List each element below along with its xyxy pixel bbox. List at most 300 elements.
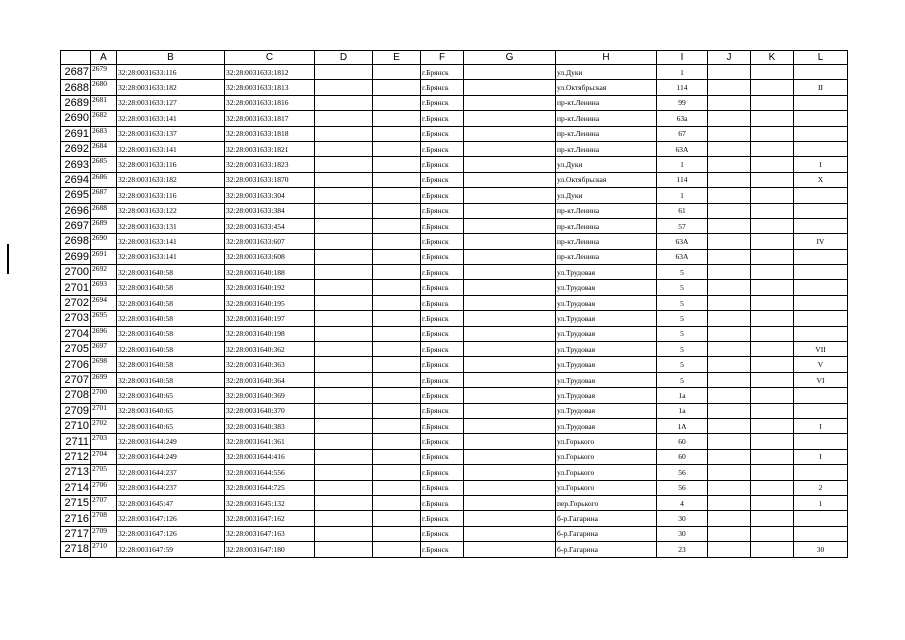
table-row bbox=[61, 141, 848, 156]
cell-l bbox=[794, 326, 848, 341]
cell-d bbox=[315, 326, 373, 341]
cell-g bbox=[464, 188, 556, 203]
cell-k bbox=[751, 342, 794, 357]
cell-l bbox=[794, 203, 848, 218]
cell-h: ул.Трудовая bbox=[556, 342, 657, 357]
table-body bbox=[61, 65, 848, 558]
cell-d bbox=[315, 218, 373, 233]
cell-b: 32:28:0031644:237 bbox=[117, 465, 225, 480]
cell-k bbox=[751, 388, 794, 403]
column-header-a: A bbox=[91, 51, 117, 65]
cell-e bbox=[373, 434, 421, 449]
cell-h: пр-кт.Ленина bbox=[556, 141, 657, 156]
table-row bbox=[61, 111, 848, 126]
cell-e bbox=[373, 203, 421, 218]
cell-b: 32:28:0031640:58 bbox=[117, 311, 225, 326]
cell-h: ул.Трудовая bbox=[556, 357, 657, 372]
cell-d bbox=[315, 418, 373, 433]
row-number: 2703 bbox=[61, 311, 91, 326]
cell-c: 32:28:0031640:383 bbox=[225, 418, 315, 433]
cell-e bbox=[373, 280, 421, 295]
cell-l bbox=[794, 465, 848, 480]
cell-a: 2708 bbox=[91, 511, 117, 526]
cell-d bbox=[315, 388, 373, 403]
cell-k bbox=[751, 372, 794, 387]
cell-j bbox=[708, 449, 751, 464]
cell-i: 5 bbox=[657, 342, 708, 357]
row-number: 2715 bbox=[61, 495, 91, 510]
cell-i: 63а bbox=[657, 111, 708, 126]
cell-g bbox=[464, 295, 556, 310]
cell-j bbox=[708, 141, 751, 156]
row-number: 2709 bbox=[61, 403, 91, 418]
cell-k bbox=[751, 511, 794, 526]
cell-l bbox=[794, 111, 848, 126]
cell-i: 30 bbox=[657, 526, 708, 541]
cell-b: 32:28:0031633:141 bbox=[117, 141, 225, 156]
cell-f: г.Брянск bbox=[421, 203, 464, 218]
row-number: 2696 bbox=[61, 203, 91, 218]
cell-a: 2702 bbox=[91, 418, 117, 433]
column-header-h: H bbox=[556, 51, 657, 65]
cell-j bbox=[708, 418, 751, 433]
cell-h: ул.Трудовая bbox=[556, 418, 657, 433]
cell-k bbox=[751, 403, 794, 418]
row-number: 2702 bbox=[61, 295, 91, 310]
cell-h: пр-кт.Ленина bbox=[556, 249, 657, 264]
cell-d bbox=[315, 172, 373, 187]
row-number: 2693 bbox=[61, 157, 91, 172]
cell-c: 32:28:0031640:363 bbox=[225, 357, 315, 372]
cell-k bbox=[751, 326, 794, 341]
cell-l bbox=[794, 65, 848, 80]
table-row bbox=[61, 372, 848, 387]
cell-j bbox=[708, 126, 751, 141]
cell-i: 1 bbox=[657, 188, 708, 203]
cell-b: 32:28:0031640:65 bbox=[117, 388, 225, 403]
table-row bbox=[61, 511, 848, 526]
cell-k bbox=[751, 218, 794, 233]
table-row bbox=[61, 265, 848, 280]
cell-a: 2710 bbox=[91, 542, 117, 557]
cell-a: 2688 bbox=[91, 203, 117, 218]
cell-h: пр-кт.Ленина bbox=[556, 111, 657, 126]
cell-l bbox=[794, 295, 848, 310]
table-row bbox=[61, 234, 848, 249]
cell-j bbox=[708, 280, 751, 295]
row-number: 2714 bbox=[61, 480, 91, 495]
cell-j bbox=[708, 188, 751, 203]
cell-l bbox=[794, 249, 848, 264]
table-row bbox=[61, 434, 848, 449]
cell-g bbox=[464, 111, 556, 126]
row-number: 2701 bbox=[61, 280, 91, 295]
cell-l: I bbox=[794, 418, 848, 433]
cell-j bbox=[708, 157, 751, 172]
cell-f: г.Брянск bbox=[421, 465, 464, 480]
cell-a: 2691 bbox=[91, 249, 117, 264]
cell-g bbox=[464, 157, 556, 172]
cell-b: 32:28:0031633:116 bbox=[117, 157, 225, 172]
cell-j bbox=[708, 218, 751, 233]
cell-h: ул.Октябрьская bbox=[556, 80, 657, 95]
cell-h: ул.Дуки bbox=[556, 157, 657, 172]
table-row bbox=[61, 326, 848, 341]
cell-k bbox=[751, 95, 794, 110]
cell-h: ул.Трудовая bbox=[556, 280, 657, 295]
cell-b: 32:28:0031633:141 bbox=[117, 111, 225, 126]
row-number: 2705 bbox=[61, 342, 91, 357]
cell-l: I bbox=[794, 449, 848, 464]
table-row bbox=[61, 280, 848, 295]
cell-j bbox=[708, 265, 751, 280]
cell-i: 57 bbox=[657, 218, 708, 233]
cell-k bbox=[751, 495, 794, 510]
cell-c: 32:28:0031633:1813 bbox=[225, 80, 315, 95]
cell-h: пр-кт.Ленина bbox=[556, 126, 657, 141]
cell-l: 2 bbox=[794, 480, 848, 495]
cell-j bbox=[708, 111, 751, 126]
table-row bbox=[61, 465, 848, 480]
cell-j bbox=[708, 526, 751, 541]
cell-i: 1а bbox=[657, 388, 708, 403]
cell-d bbox=[315, 526, 373, 541]
corner-header bbox=[61, 51, 91, 65]
cell-g bbox=[464, 95, 556, 110]
cell-i: 30 bbox=[657, 511, 708, 526]
cell-h: ул.Трудовая bbox=[556, 295, 657, 310]
cell-h: ул.Горького bbox=[556, 434, 657, 449]
cell-b: 32:28:0031633:141 bbox=[117, 234, 225, 249]
cell-i: 1А bbox=[657, 418, 708, 433]
cell-g bbox=[464, 372, 556, 387]
cell-e bbox=[373, 234, 421, 249]
scan-margin-mark bbox=[7, 244, 9, 274]
cell-c: 32:28:0031633:1817 bbox=[225, 111, 315, 126]
cell-j bbox=[708, 249, 751, 264]
cell-h: б-р.Гагарина bbox=[556, 542, 657, 557]
cell-a: 2685 bbox=[91, 157, 117, 172]
row-number: 2711 bbox=[61, 434, 91, 449]
cell-c: 32:28:0031633:1823 bbox=[225, 157, 315, 172]
cell-f: г.Брянск bbox=[421, 141, 464, 156]
table-row bbox=[61, 542, 848, 557]
cell-d bbox=[315, 141, 373, 156]
cell-a: 2709 bbox=[91, 526, 117, 541]
cell-j bbox=[708, 434, 751, 449]
table-row bbox=[61, 357, 848, 372]
cell-b: 32:28:0031647:126 bbox=[117, 511, 225, 526]
cell-g bbox=[464, 388, 556, 403]
cell-k bbox=[751, 111, 794, 126]
cell-a: 2701 bbox=[91, 403, 117, 418]
cell-d bbox=[315, 372, 373, 387]
table-row bbox=[61, 311, 848, 326]
column-header-c: C bbox=[225, 51, 315, 65]
table-row bbox=[61, 126, 848, 141]
table-row bbox=[61, 95, 848, 110]
cell-c: 32:28:0031633:608 bbox=[225, 249, 315, 264]
cell-a: 2703 bbox=[91, 434, 117, 449]
row-number: 2698 bbox=[61, 234, 91, 249]
cell-a: 2679 bbox=[91, 65, 117, 80]
cell-e bbox=[373, 495, 421, 510]
cell-l: V bbox=[794, 357, 848, 372]
column-header-row bbox=[61, 51, 848, 65]
cell-j bbox=[708, 65, 751, 80]
row-number: 2710 bbox=[61, 418, 91, 433]
cell-c: 32:28:0031640:369 bbox=[225, 388, 315, 403]
cell-h: пр-кт.Ленина bbox=[556, 234, 657, 249]
table-row bbox=[61, 449, 848, 464]
cell-h: пр-кт.Ленина bbox=[556, 203, 657, 218]
cell-j bbox=[708, 342, 751, 357]
cell-f: г.Брянск bbox=[421, 111, 464, 126]
column-header-f: F bbox=[421, 51, 464, 65]
cell-a: 2681 bbox=[91, 95, 117, 110]
cell-l bbox=[794, 434, 848, 449]
cell-a: 2698 bbox=[91, 357, 117, 372]
row-number: 2716 bbox=[61, 511, 91, 526]
cell-c: 32:28:0031647:180 bbox=[225, 542, 315, 557]
cell-b: 32:28:0031644:237 bbox=[117, 480, 225, 495]
cell-e bbox=[373, 172, 421, 187]
cell-j bbox=[708, 80, 751, 95]
cell-i: 63А bbox=[657, 249, 708, 264]
cell-f: г.Брянск bbox=[421, 342, 464, 357]
cell-a: 2696 bbox=[91, 326, 117, 341]
cell-j bbox=[708, 403, 751, 418]
cell-f: г.Брянск bbox=[421, 495, 464, 510]
cell-c: 32:28:0031633:607 bbox=[225, 234, 315, 249]
cell-g bbox=[464, 218, 556, 233]
cell-g bbox=[464, 265, 556, 280]
cell-d bbox=[315, 480, 373, 495]
cell-l bbox=[794, 265, 848, 280]
cell-f: г.Брянск bbox=[421, 126, 464, 141]
cell-g bbox=[464, 342, 556, 357]
cell-a: 2689 bbox=[91, 218, 117, 233]
cell-c: 32:28:0031633:1818 bbox=[225, 126, 315, 141]
table-row bbox=[61, 403, 848, 418]
row-number: 2689 bbox=[61, 95, 91, 110]
cell-f: г.Брянск bbox=[421, 80, 464, 95]
cell-e bbox=[373, 372, 421, 387]
cell-i: 5 bbox=[657, 357, 708, 372]
cell-b: 32:28:0031633:116 bbox=[117, 188, 225, 203]
cell-c: 32:28:0031640:362 bbox=[225, 342, 315, 357]
row-number: 2687 bbox=[61, 65, 91, 80]
cell-h: ул.Трудовая bbox=[556, 372, 657, 387]
cell-k bbox=[751, 434, 794, 449]
cell-e bbox=[373, 403, 421, 418]
cell-i: 5 bbox=[657, 311, 708, 326]
cell-g bbox=[464, 234, 556, 249]
cell-k bbox=[751, 157, 794, 172]
cell-d bbox=[315, 403, 373, 418]
cell-g bbox=[464, 480, 556, 495]
cell-i: 61 bbox=[657, 203, 708, 218]
cell-l: 1 bbox=[794, 495, 848, 510]
cell-f: г.Брянск bbox=[421, 526, 464, 541]
cell-d bbox=[315, 357, 373, 372]
cell-i: 1 bbox=[657, 157, 708, 172]
cell-f: г.Брянск bbox=[421, 357, 464, 372]
cell-b: 32:28:0031640:65 bbox=[117, 418, 225, 433]
cell-k bbox=[751, 172, 794, 187]
cell-i: 56 bbox=[657, 480, 708, 495]
cell-j bbox=[708, 203, 751, 218]
cell-f: г.Брянск bbox=[421, 249, 464, 264]
cell-j bbox=[708, 372, 751, 387]
cell-a: 2705 bbox=[91, 465, 117, 480]
cell-i: 1а bbox=[657, 403, 708, 418]
cell-h: ул.Трудовая bbox=[556, 265, 657, 280]
cell-e bbox=[373, 141, 421, 156]
cell-b: 32:28:0031633:122 bbox=[117, 203, 225, 218]
cell-f: г.Брянск bbox=[421, 449, 464, 464]
cell-k bbox=[751, 295, 794, 310]
row-number: 2713 bbox=[61, 465, 91, 480]
row-number: 2688 bbox=[61, 80, 91, 95]
cell-c: 32:28:0031633:304 bbox=[225, 188, 315, 203]
cell-k bbox=[751, 418, 794, 433]
cell-c: 32:28:0031641:361 bbox=[225, 434, 315, 449]
cell-b: 32:28:0031633:131 bbox=[117, 218, 225, 233]
cell-g bbox=[464, 526, 556, 541]
cell-f: г.Брянск bbox=[421, 403, 464, 418]
cell-g bbox=[464, 418, 556, 433]
cell-d bbox=[315, 465, 373, 480]
cell-e bbox=[373, 95, 421, 110]
cell-e bbox=[373, 465, 421, 480]
cell-l: 30 bbox=[794, 542, 848, 557]
cell-h: б-р.Гагарина bbox=[556, 526, 657, 541]
cell-d bbox=[315, 265, 373, 280]
table-row bbox=[61, 203, 848, 218]
cell-e bbox=[373, 126, 421, 141]
cell-f: г.Брянск bbox=[421, 265, 464, 280]
cell-g bbox=[464, 511, 556, 526]
cell-d bbox=[315, 434, 373, 449]
cell-b: 32:28:0031640:58 bbox=[117, 265, 225, 280]
cell-k bbox=[751, 542, 794, 557]
cell-e bbox=[373, 449, 421, 464]
cell-a: 2683 bbox=[91, 126, 117, 141]
cell-h: ул.Дуки bbox=[556, 65, 657, 80]
cell-g bbox=[464, 280, 556, 295]
cell-e bbox=[373, 357, 421, 372]
table-row bbox=[61, 249, 848, 264]
cell-e bbox=[373, 526, 421, 541]
cell-e bbox=[373, 480, 421, 495]
cell-e bbox=[373, 311, 421, 326]
cell-e bbox=[373, 511, 421, 526]
cell-b: 32:28:0031633:182 bbox=[117, 172, 225, 187]
cell-g bbox=[464, 141, 556, 156]
cell-k bbox=[751, 203, 794, 218]
cell-h: ул.Трудовая bbox=[556, 388, 657, 403]
cell-g bbox=[464, 357, 556, 372]
row-number: 2718 bbox=[61, 542, 91, 557]
cell-c: 32:28:0031640:188 bbox=[225, 265, 315, 280]
cell-g bbox=[464, 326, 556, 341]
cell-l bbox=[794, 388, 848, 403]
table-row bbox=[61, 157, 848, 172]
cell-j bbox=[708, 388, 751, 403]
cell-c: 32:28:0031645:132 bbox=[225, 495, 315, 510]
cell-i: 5 bbox=[657, 372, 708, 387]
cell-i: 4 bbox=[657, 495, 708, 510]
cell-l: VII bbox=[794, 342, 848, 357]
table-row bbox=[61, 526, 848, 541]
table-row bbox=[61, 80, 848, 95]
cell-d bbox=[315, 511, 373, 526]
cell-k bbox=[751, 357, 794, 372]
row-number: 2694 bbox=[61, 172, 91, 187]
cell-j bbox=[708, 95, 751, 110]
cell-i: 23 bbox=[657, 542, 708, 557]
cell-c: 32:28:0031640:195 bbox=[225, 295, 315, 310]
cell-f: г.Брянск bbox=[421, 218, 464, 233]
cell-a: 2693 bbox=[91, 280, 117, 295]
cell-b: 32:28:0031640:58 bbox=[117, 295, 225, 310]
cell-f: г.Брянск bbox=[421, 95, 464, 110]
cell-b: 32:28:0031640:58 bbox=[117, 326, 225, 341]
cell-g bbox=[464, 311, 556, 326]
cell-e bbox=[373, 326, 421, 341]
cell-a: 2690 bbox=[91, 234, 117, 249]
cell-g bbox=[464, 65, 556, 80]
cell-h: ул.Горького bbox=[556, 465, 657, 480]
cell-e bbox=[373, 157, 421, 172]
cell-c: 32:28:0031633:384 bbox=[225, 203, 315, 218]
row-number: 2706 bbox=[61, 357, 91, 372]
cell-a: 2700 bbox=[91, 388, 117, 403]
cell-b: 32:28:0031645:47 bbox=[117, 495, 225, 510]
cell-a: 2682 bbox=[91, 111, 117, 126]
cell-i: 63А bbox=[657, 141, 708, 156]
cell-f: г.Брянск bbox=[421, 388, 464, 403]
cell-c: 32:28:0031644:556 bbox=[225, 465, 315, 480]
cell-c: 32:28:0031644:725 bbox=[225, 480, 315, 495]
cell-j bbox=[708, 465, 751, 480]
table-row bbox=[61, 65, 848, 80]
cell-l: II bbox=[794, 80, 848, 95]
cell-i: 5 bbox=[657, 280, 708, 295]
cell-h: ул.Трудовая bbox=[556, 326, 657, 341]
cell-d bbox=[315, 280, 373, 295]
cell-a: 2704 bbox=[91, 449, 117, 464]
cell-l: VI bbox=[794, 372, 848, 387]
cell-l bbox=[794, 403, 848, 418]
cell-k bbox=[751, 465, 794, 480]
cell-j bbox=[708, 295, 751, 310]
cell-d bbox=[315, 95, 373, 110]
cell-a: 2706 bbox=[91, 480, 117, 495]
table-row bbox=[61, 418, 848, 433]
cell-a: 2699 bbox=[91, 372, 117, 387]
cell-g bbox=[464, 172, 556, 187]
cell-e bbox=[373, 111, 421, 126]
row-number: 2695 bbox=[61, 188, 91, 203]
cell-e bbox=[373, 388, 421, 403]
cell-g bbox=[464, 495, 556, 510]
table-row bbox=[61, 480, 848, 495]
cell-f: г.Брянск bbox=[421, 157, 464, 172]
cell-e bbox=[373, 342, 421, 357]
cell-a: 2687 bbox=[91, 188, 117, 203]
